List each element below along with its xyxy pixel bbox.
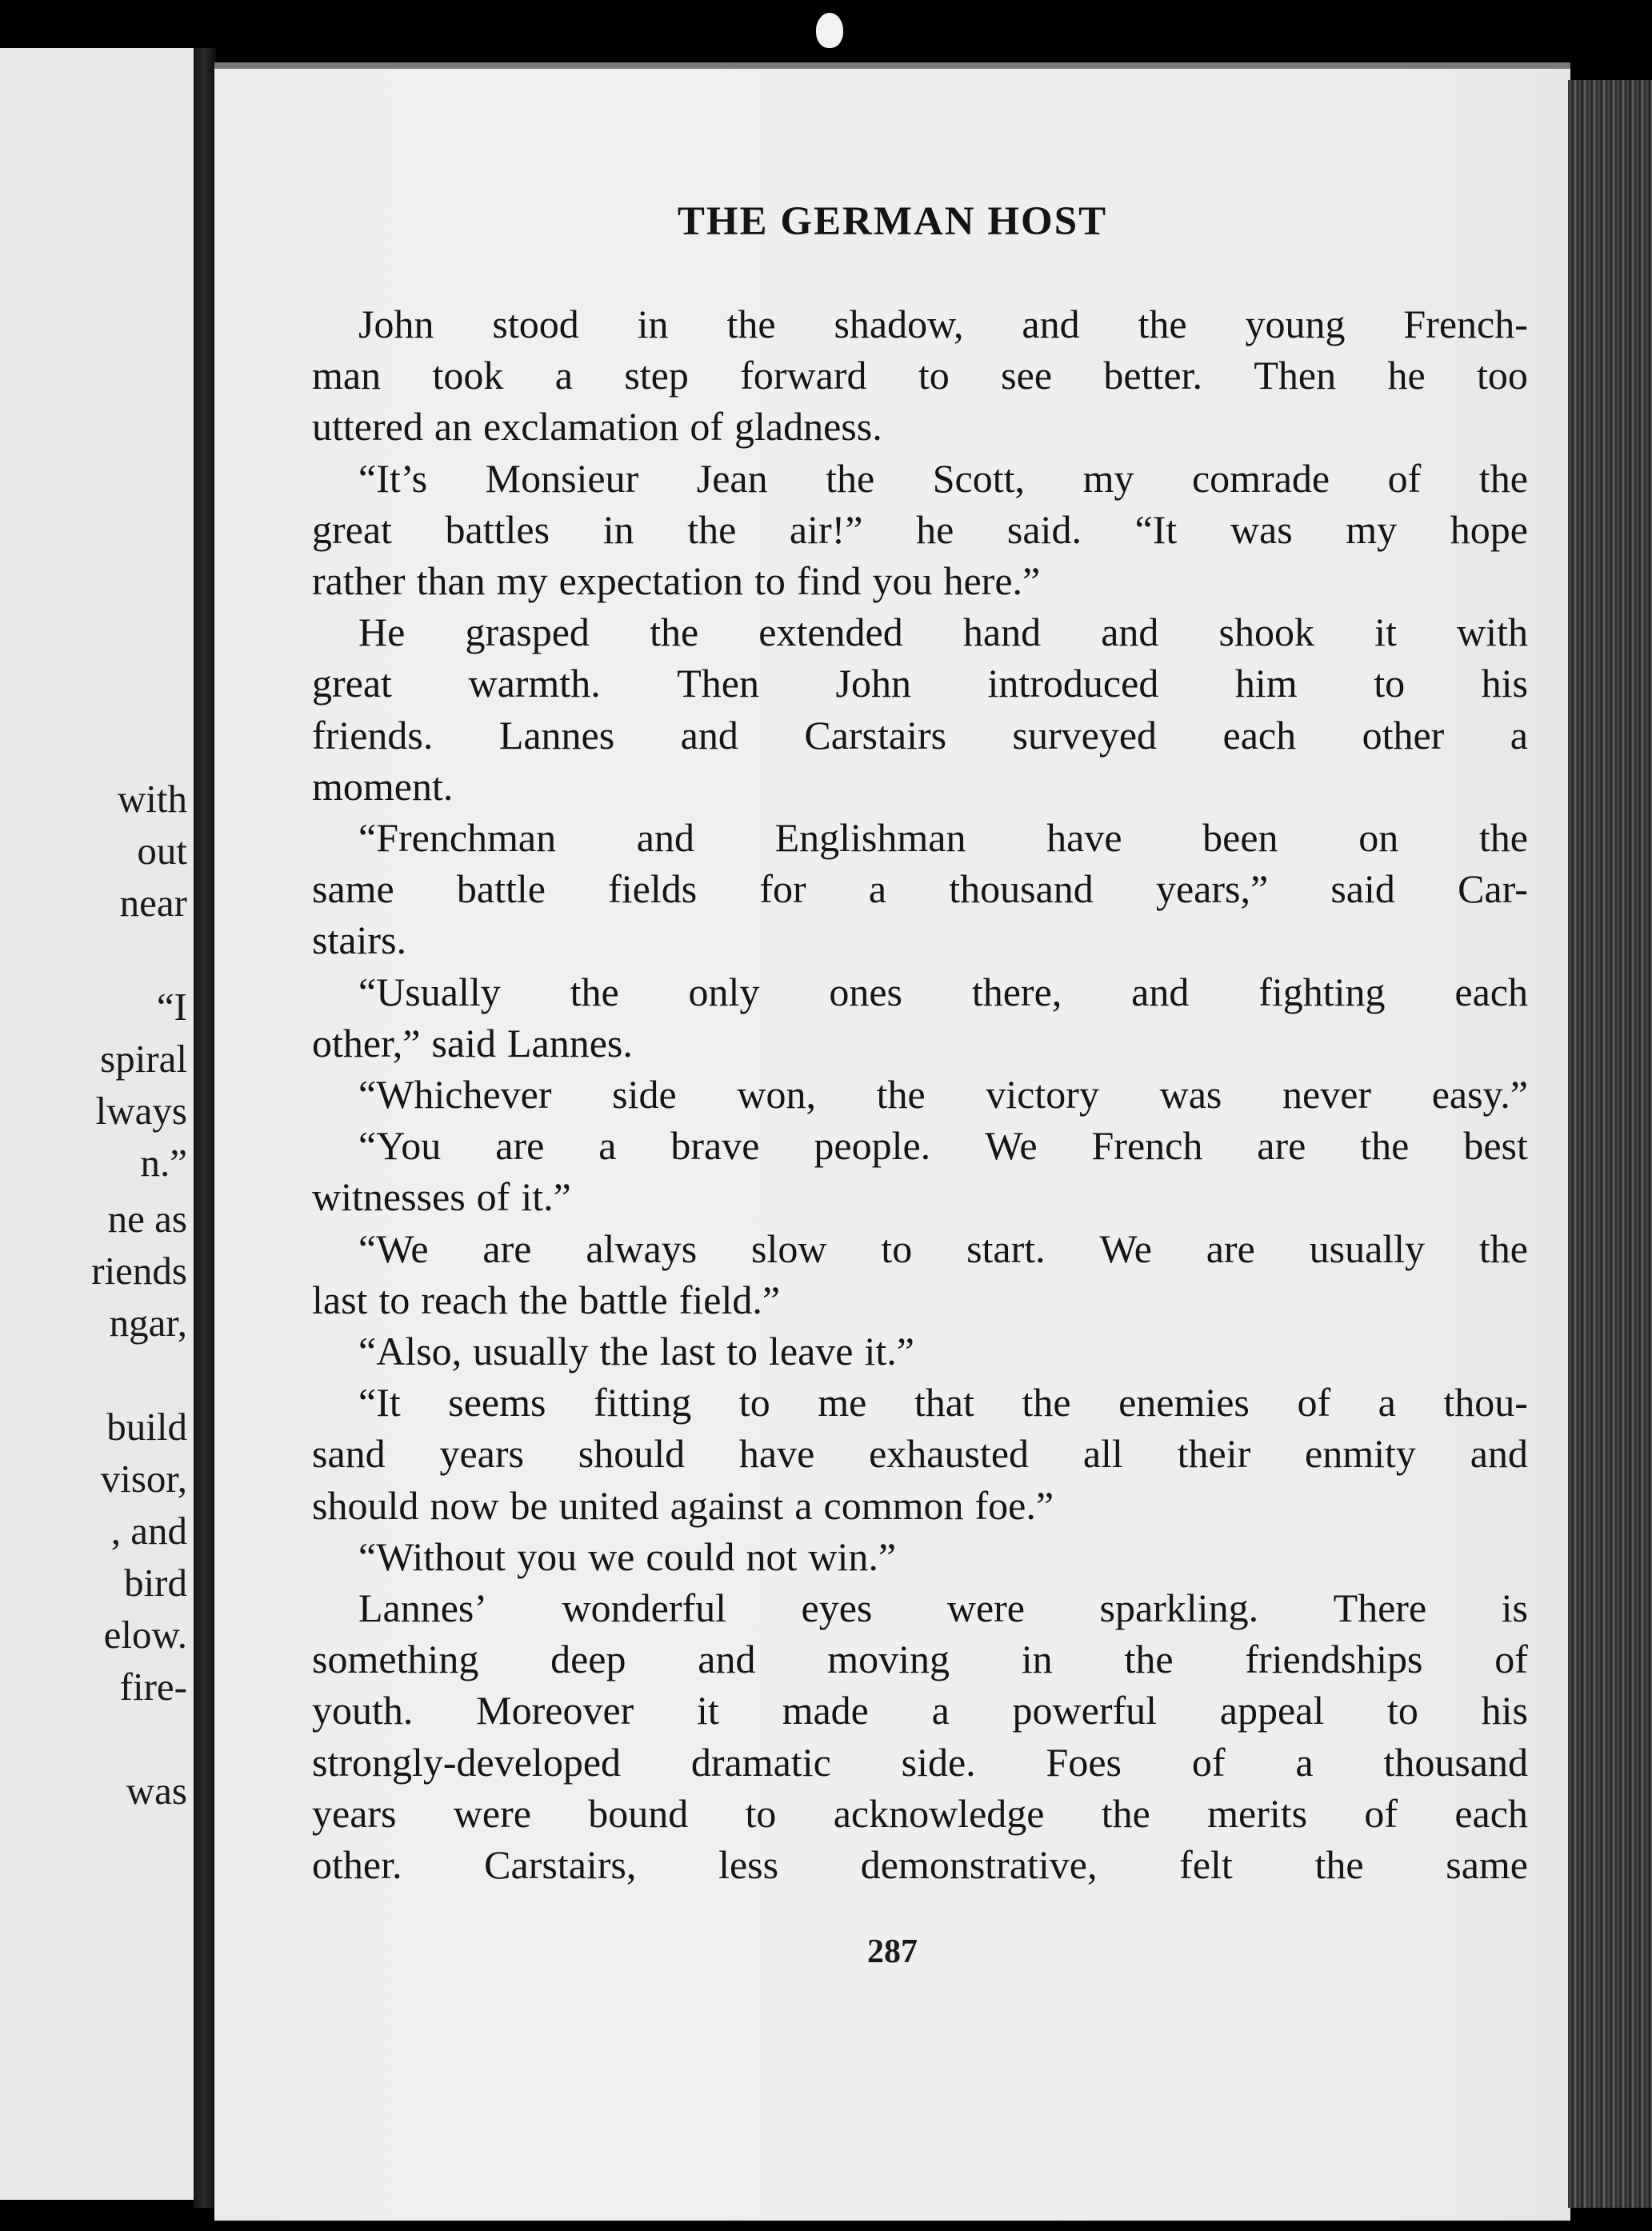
text-line <box>312 1585 1528 1636</box>
word: warmth. <box>468 661 601 706</box>
word: “It <box>1134 506 1178 552</box>
word: he <box>916 506 954 552</box>
word: of <box>1297 1380 1331 1425</box>
word: and <box>1022 302 1080 346</box>
word: “Usually <box>358 969 501 1014</box>
left-page-line: build <box>106 1405 187 1449</box>
word: said <box>1330 866 1395 912</box>
word: felt <box>1179 1842 1233 1887</box>
word: eyes <box>801 1585 873 1630</box>
word: other. <box>312 1842 402 1887</box>
word: Englishman <box>774 815 966 860</box>
word: to <box>738 1380 770 1425</box>
word: was <box>1159 1072 1222 1117</box>
word: side. <box>901 1739 976 1785</box>
word: sand <box>312 1431 386 1477</box>
word: it <box>697 1688 719 1733</box>
word: battles <box>445 506 550 552</box>
word: the <box>826 455 875 501</box>
word: forward <box>740 353 867 398</box>
left-page-line: riends <box>91 1249 187 1293</box>
word: to <box>378 1277 410 1322</box>
text-line <box>312 763 1528 814</box>
word: for <box>759 866 806 912</box>
word: the <box>1124 1637 1174 1682</box>
word: bound <box>588 1790 689 1836</box>
word: best <box>1463 1123 1528 1169</box>
word: the <box>1478 815 1528 860</box>
word: fighting <box>1258 969 1386 1014</box>
word: great <box>312 661 392 706</box>
text-line <box>312 712 1528 763</box>
word: field.” <box>678 1277 781 1322</box>
text-line <box>312 1225 1528 1277</box>
word: step <box>624 353 689 398</box>
word: battle <box>578 1277 668 1322</box>
word: shadow, <box>834 302 964 346</box>
word: here.” <box>943 558 1041 603</box>
text-line <box>312 1636 1528 1687</box>
word: of <box>1494 1637 1528 1682</box>
word: years,” <box>1155 866 1269 912</box>
word: each <box>1454 1790 1528 1836</box>
word: to <box>726 1329 758 1373</box>
word: sparkling. <box>1099 1585 1259 1630</box>
word: you <box>872 558 933 603</box>
word: a <box>1295 1739 1314 1785</box>
text-line <box>312 1122 1528 1173</box>
word: Moreover <box>476 1688 634 1733</box>
word: the <box>518 1277 568 1322</box>
word: “It <box>358 1380 401 1425</box>
word: common <box>823 1482 964 1528</box>
word: the <box>1101 1790 1150 1836</box>
word: a <box>1510 712 1528 758</box>
word: dramatic <box>690 1739 831 1785</box>
word: was <box>1230 506 1293 552</box>
word: see <box>1001 353 1053 398</box>
word: the <box>570 969 619 1014</box>
word: “Without <box>358 1533 506 1579</box>
word: comrade <box>1191 455 1330 501</box>
word: it <box>1374 610 1397 655</box>
word: thousand <box>1383 1739 1528 1785</box>
word: hand <box>962 610 1042 655</box>
word: the <box>876 1072 926 1117</box>
word: something <box>312 1637 479 1682</box>
page-edges <box>1568 80 1652 2208</box>
word: great <box>312 506 392 552</box>
word: man <box>312 353 382 398</box>
left-page-line: visor, <box>100 1457 187 1501</box>
word: start. <box>966 1225 1046 1271</box>
word: friends. <box>312 712 434 758</box>
word: Scott, <box>932 455 1026 501</box>
word: all <box>1082 1431 1123 1477</box>
word: We <box>1099 1225 1152 1271</box>
text-line <box>312 1430 1528 1481</box>
word: said <box>431 1020 496 1066</box>
word: uttered <box>312 404 423 450</box>
word: in <box>602 506 634 552</box>
word: “Frenchman <box>358 815 557 860</box>
word: my <box>496 558 548 603</box>
word: enmity <box>1305 1431 1416 1477</box>
word: other <box>1362 712 1445 758</box>
word: shook <box>1218 610 1314 655</box>
word: won, <box>737 1072 816 1117</box>
text-line <box>312 352 1528 403</box>
text-line <box>312 814 1528 866</box>
word: gladness. <box>734 404 882 450</box>
book-gutter <box>194 48 216 2208</box>
word: him <box>1234 661 1298 706</box>
word: victory <box>986 1072 1099 1117</box>
word: have <box>1046 815 1122 860</box>
word: a <box>868 866 887 912</box>
right-page <box>214 62 1570 2221</box>
word: never <box>1282 1072 1372 1117</box>
left-page-line: near <box>119 881 187 925</box>
word: powerful <box>1012 1688 1158 1733</box>
word: other,” <box>312 1020 421 1066</box>
word: are <box>495 1123 545 1169</box>
word: moment. <box>312 763 454 809</box>
left-page-line: spiral <box>100 1037 187 1081</box>
word: my <box>1346 506 1398 552</box>
word: rather <box>312 558 406 603</box>
word: to <box>1386 1688 1418 1733</box>
word: we <box>588 1533 635 1579</box>
word: it.” <box>864 1329 914 1373</box>
word: “We <box>358 1225 429 1271</box>
word: John <box>358 302 434 346</box>
word: French <box>1091 1123 1203 1169</box>
word: leave <box>769 1329 854 1373</box>
text-line <box>312 1739 1528 1790</box>
left-page-line: elow. <box>103 1613 187 1657</box>
word: young <box>1245 302 1346 346</box>
word: Then <box>677 661 759 706</box>
word: fields <box>608 866 698 912</box>
text-line <box>312 1482 1528 1533</box>
word: merits <box>1207 1790 1308 1836</box>
word: you <box>517 1533 578 1579</box>
word: expectation <box>558 558 744 603</box>
text-line <box>312 1687 1528 1738</box>
word: enemies <box>1118 1380 1250 1425</box>
word: usually <box>1309 1225 1426 1271</box>
text-line <box>312 1328 1528 1379</box>
word: thousand <box>949 866 1094 912</box>
word: said. <box>1006 506 1082 552</box>
word: his <box>1481 661 1528 706</box>
word: years <box>312 1790 397 1836</box>
word: that <box>914 1380 974 1425</box>
word: he <box>1387 353 1426 398</box>
word: the <box>1478 455 1528 501</box>
word: of <box>690 404 724 450</box>
word: better. <box>1103 353 1202 398</box>
word: brave <box>670 1123 760 1169</box>
word: “It’s <box>358 455 428 501</box>
word: of <box>1364 1790 1398 1836</box>
word: Lannes’ <box>358 1585 488 1630</box>
word: took <box>432 353 504 398</box>
word: on <box>1358 815 1399 860</box>
word: and <box>1101 610 1159 655</box>
left-page-line: fire- <box>119 1665 187 1709</box>
word: have <box>738 1431 815 1477</box>
text-line <box>312 403 1528 454</box>
word: win.” <box>808 1533 897 1579</box>
word: hope <box>1450 506 1528 552</box>
word: appeal <box>1219 1688 1325 1733</box>
word: is <box>1501 1585 1528 1630</box>
word: and <box>698 1637 756 1682</box>
word: always <box>586 1225 698 1271</box>
word: same <box>1446 1842 1528 1887</box>
word: should <box>578 1431 686 1477</box>
word: youth. <box>312 1688 414 1733</box>
word: of <box>476 1174 510 1220</box>
text-line <box>312 1841 1528 1893</box>
word: should <box>312 1482 419 1528</box>
word: a <box>794 1482 813 1528</box>
word: me <box>818 1380 867 1425</box>
word: the <box>1360 1123 1410 1169</box>
word: there, <box>971 969 1062 1014</box>
text-line <box>312 1379 1528 1430</box>
word: air!” <box>789 506 863 552</box>
word: a <box>1378 1380 1396 1425</box>
word: John <box>835 661 911 706</box>
word: people. <box>814 1123 931 1169</box>
word: strongly-developed <box>312 1739 622 1785</box>
word: Car- <box>1458 866 1528 912</box>
word: the <box>1138 302 1187 346</box>
word: seems <box>448 1380 546 1425</box>
word: last <box>312 1277 368 1322</box>
text-line <box>312 917 1528 968</box>
text-line <box>312 1277 1528 1328</box>
word: be <box>510 1482 548 1528</box>
page-number: 287 <box>867 1933 918 1970</box>
left-page-line: , and <box>110 1509 187 1553</box>
word: the <box>1022 1380 1071 1425</box>
word: stairs. <box>312 918 407 963</box>
word: and <box>1131 969 1190 1014</box>
word: too <box>1477 353 1528 398</box>
word: are <box>1257 1123 1306 1169</box>
word: Carstairs <box>804 712 947 758</box>
word: to <box>754 558 786 603</box>
word: foe.” <box>974 1482 1054 1528</box>
word: surveyed <box>1012 712 1158 758</box>
text-line <box>312 301 1528 352</box>
word: reach <box>421 1277 508 1322</box>
word: grasped <box>465 610 590 655</box>
text-line <box>312 1533 1528 1585</box>
word: fitting <box>594 1380 692 1425</box>
word: ones <box>829 969 902 1014</box>
word: the <box>687 506 737 552</box>
text-line <box>312 609 1528 660</box>
word: side <box>612 1072 677 1117</box>
word: extended <box>758 610 903 655</box>
word: exclamation <box>483 404 679 450</box>
word: and <box>636 815 694 860</box>
word: the <box>599 1329 649 1373</box>
left-page-line: ngar, <box>109 1301 187 1345</box>
word: wonderful <box>562 1585 727 1630</box>
word: the <box>650 610 699 655</box>
word: than <box>416 558 486 603</box>
word: battle <box>456 866 546 912</box>
word: the <box>1314 1842 1364 1887</box>
left-page-fragment <box>0 48 198 2200</box>
binding-mark <box>816 13 843 48</box>
word: with <box>1457 610 1528 655</box>
word: last <box>659 1329 716 1373</box>
word: in <box>637 302 669 346</box>
text-line <box>312 558 1528 609</box>
running-head: THE GERMAN HOST <box>677 199 1108 244</box>
word: Then <box>1254 353 1337 398</box>
word: “You <box>358 1123 442 1169</box>
left-page-line: out <box>137 829 187 873</box>
word: same <box>312 866 394 912</box>
word: to <box>745 1790 777 1836</box>
word: their <box>1177 1431 1251 1477</box>
word: Foes <box>1046 1739 1122 1785</box>
word: thou- <box>1443 1380 1528 1425</box>
word: the <box>726 302 776 346</box>
word: were <box>946 1585 1025 1630</box>
word: demonstrative, <box>860 1842 1098 1887</box>
word: easy.” <box>1431 1072 1528 1117</box>
text-line <box>312 1790 1528 1841</box>
word: Monsieur <box>485 455 639 501</box>
word: Lannes. <box>506 1020 633 1066</box>
word: He <box>358 610 406 655</box>
word: find <box>796 558 862 603</box>
word: not <box>746 1533 798 1579</box>
word: to <box>881 1225 913 1271</box>
word: less <box>718 1842 779 1887</box>
text-line <box>312 1020 1528 1071</box>
word: in <box>1021 1637 1053 1682</box>
text-line <box>312 660 1528 711</box>
word: French- <box>1403 302 1528 346</box>
left-page-line: with <box>117 777 187 821</box>
word: been <box>1202 815 1278 860</box>
word: it.” <box>521 1174 571 1220</box>
word: each <box>1222 712 1297 758</box>
text-line <box>312 1173 1528 1225</box>
word: acknowledge <box>833 1790 1045 1836</box>
left-page-line: “I <box>156 985 187 1029</box>
word: stood <box>492 302 579 346</box>
word: to <box>1374 661 1406 706</box>
word: and <box>1470 1431 1528 1477</box>
word: my <box>1082 455 1134 501</box>
word: now <box>430 1482 499 1528</box>
text-line <box>312 866 1528 917</box>
word: Lannes <box>498 712 615 758</box>
left-page-line: n.” <box>140 1141 187 1185</box>
word: the <box>1478 1225 1528 1271</box>
word: were <box>453 1790 531 1836</box>
text-line <box>312 506 1528 558</box>
word: of <box>1191 1739 1226 1785</box>
word: made <box>782 1688 869 1733</box>
word: a <box>931 1688 950 1733</box>
word: deep <box>550 1637 626 1682</box>
word: a <box>554 353 573 398</box>
word: of <box>1387 455 1422 501</box>
word: We <box>985 1123 1038 1169</box>
word: Jean <box>696 455 768 501</box>
word: Carstairs, <box>484 1842 637 1887</box>
word: an <box>434 404 473 450</box>
text-line <box>312 455 1528 506</box>
word: each <box>1454 969 1528 1014</box>
word: usually <box>473 1329 589 1373</box>
word: and <box>680 712 738 758</box>
word: only <box>688 969 760 1014</box>
word: against <box>670 1482 784 1528</box>
text-line <box>312 969 1528 1020</box>
word: witnesses <box>312 1174 466 1220</box>
word: his <box>1481 1688 1528 1733</box>
word: slow <box>751 1225 827 1271</box>
word: could <box>646 1533 735 1579</box>
word: a <box>598 1123 617 1169</box>
word: “Also, <box>358 1329 462 1373</box>
left-page-line: was <box>126 1769 187 1813</box>
left-page-line: bird <box>124 1561 187 1605</box>
word: exhausted <box>869 1431 1030 1477</box>
word: to <box>918 353 950 398</box>
left-page-line: ne as <box>107 1197 187 1241</box>
word: friendships <box>1245 1637 1423 1682</box>
text-line <box>312 1071 1528 1122</box>
word: introduced <box>987 661 1159 706</box>
word: “Whichever <box>358 1072 552 1117</box>
word: years <box>439 1431 524 1477</box>
left-page-line: lways <box>95 1089 187 1133</box>
word: moving <box>827 1637 950 1682</box>
word: There <box>1333 1585 1427 1630</box>
word: united <box>558 1482 659 1528</box>
word: are <box>482 1225 532 1271</box>
word: are <box>1206 1225 1255 1271</box>
